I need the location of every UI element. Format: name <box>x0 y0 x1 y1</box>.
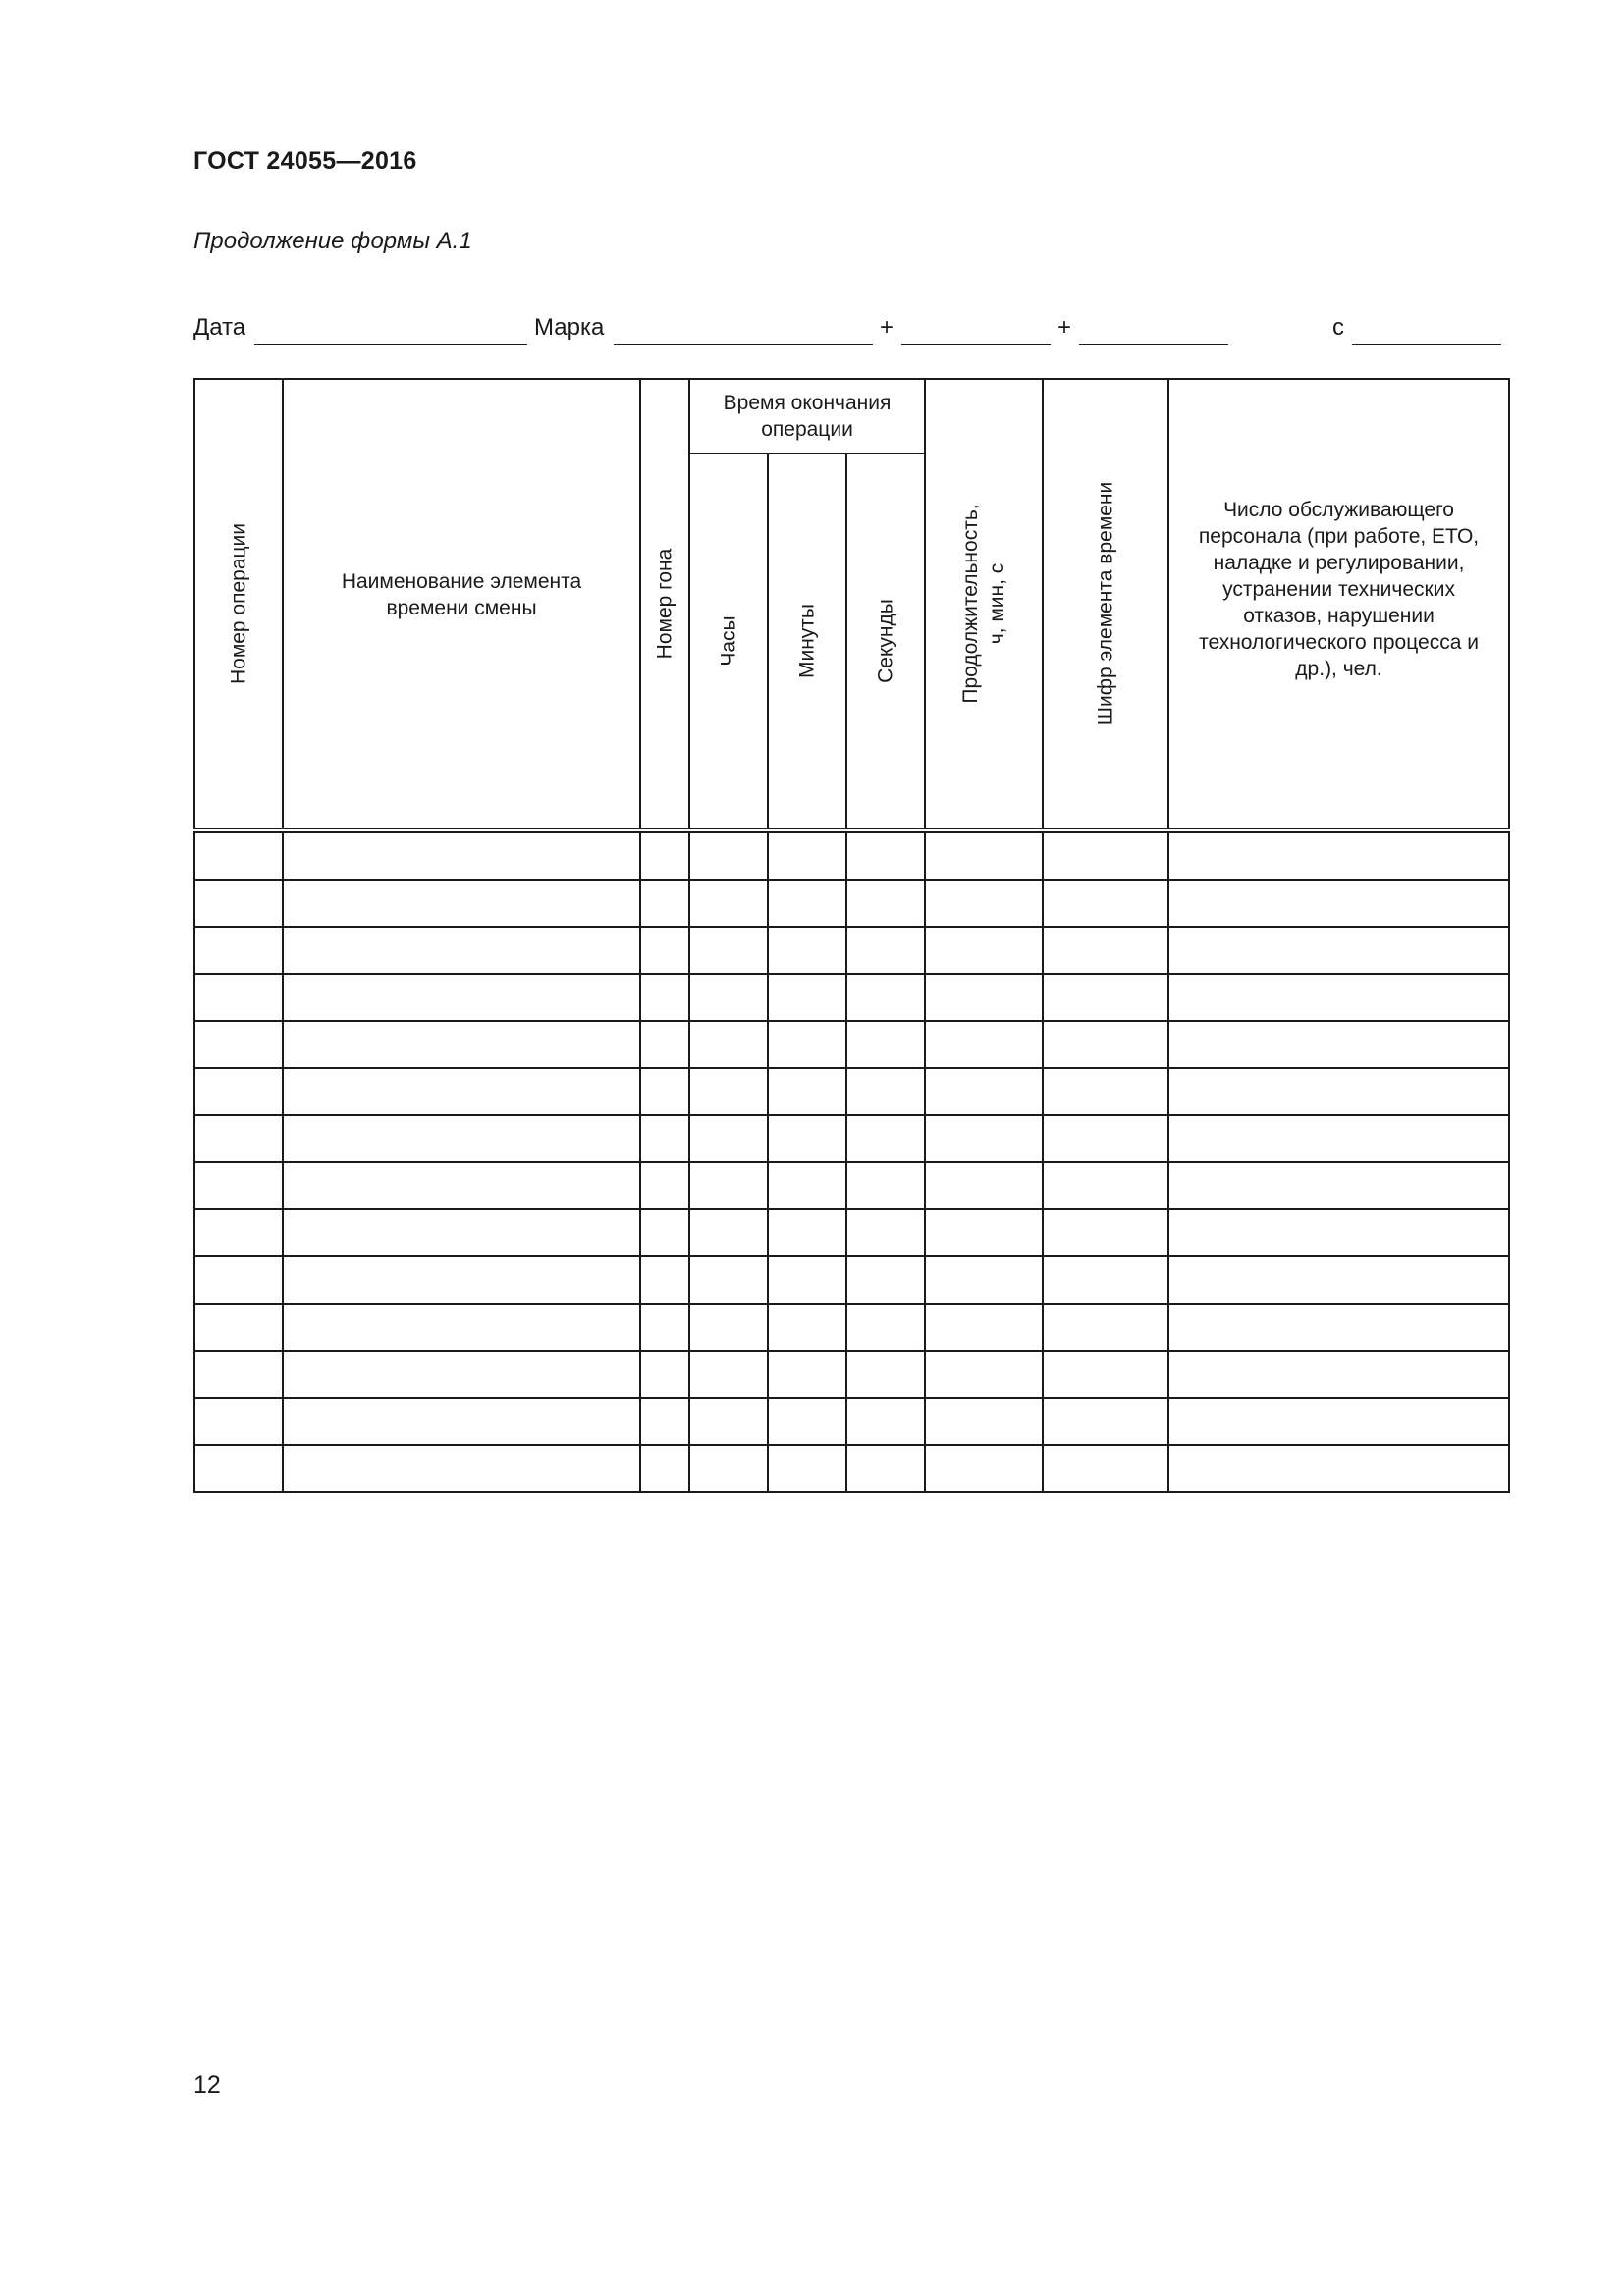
header-minutes-text: Минуты <box>795 603 819 679</box>
cell-minutes[interactable] <box>768 1162 846 1209</box>
cell-duration[interactable] <box>925 927 1043 974</box>
cell-pass-number[interactable] <box>640 974 689 1021</box>
form-table-body <box>194 830 1509 1492</box>
cell-time-code[interactable] <box>1043 880 1168 927</box>
cell-pass-number[interactable] <box>640 1398 689 1445</box>
header-pass-number <box>640 379 689 830</box>
cell-element-name[interactable] <box>283 1068 640 1115</box>
cell-pass-number[interactable] <box>640 880 689 927</box>
cell-element-name[interactable] <box>283 927 640 974</box>
header-duration-line1: Продолжительность, <box>959 504 983 704</box>
table-row <box>194 927 1509 974</box>
cell-hours[interactable] <box>689 974 768 1021</box>
cell-seconds[interactable] <box>846 830 925 880</box>
cell-duration[interactable] <box>925 880 1043 927</box>
cell-time-code[interactable] <box>1043 1162 1168 1209</box>
header-hours <box>689 454 768 830</box>
mark-blank-field[interactable] <box>614 344 873 345</box>
cell-time-code[interactable] <box>1043 1256 1168 1304</box>
cell-operation-number[interactable] <box>194 1162 283 1209</box>
cell-time-code[interactable] <box>1043 1304 1168 1351</box>
header-duration-text <box>957 504 1010 703</box>
cell-time-code[interactable] <box>1043 1115 1168 1162</box>
cell-hours[interactable] <box>689 1304 768 1351</box>
cell-personnel[interactable] <box>1168 1068 1509 1115</box>
header-hours-text: Часы <box>717 615 740 667</box>
cell-minutes[interactable] <box>768 880 846 927</box>
table-row <box>194 1445 1509 1492</box>
cell-element-name[interactable] <box>283 1162 640 1209</box>
cell-duration[interactable] <box>925 1445 1043 1492</box>
cell-personnel[interactable] <box>1168 880 1509 927</box>
plus-sign-2: + <box>1057 314 1072 341</box>
cell-element-name[interactable] <box>283 1304 640 1351</box>
header-operation-number <box>194 379 283 830</box>
cell-time-code[interactable] <box>1043 830 1168 880</box>
table-row <box>194 1021 1509 1068</box>
header-element-name-text: Наименование элемента времени смены <box>341 570 582 619</box>
cell-minutes[interactable] <box>768 1304 846 1351</box>
table-row <box>194 1304 1509 1351</box>
cell-minutes[interactable] <box>768 1445 846 1492</box>
cell-operation-number[interactable] <box>194 1256 283 1304</box>
cell-pass-number[interactable] <box>640 1304 689 1351</box>
cell-seconds[interactable] <box>846 1209 925 1256</box>
cell-element-name[interactable] <box>283 1351 640 1398</box>
cell-minutes[interactable] <box>768 1209 846 1256</box>
table-row <box>194 1209 1509 1256</box>
cell-element-name[interactable] <box>283 830 640 880</box>
cell-pass-number[interactable] <box>640 830 689 880</box>
cell-minutes[interactable] <box>768 1068 846 1115</box>
cell-element-name[interactable] <box>283 1398 640 1445</box>
cell-personnel[interactable] <box>1168 1256 1509 1304</box>
cell-minutes[interactable] <box>768 927 846 974</box>
header-seconds <box>846 454 925 830</box>
cell-personnel[interactable] <box>1168 1209 1509 1256</box>
cell-time-code[interactable] <box>1043 1068 1168 1115</box>
header-seconds-text: Секунды <box>874 599 897 683</box>
header-personnel <box>1168 379 1509 830</box>
header-time-code <box>1043 379 1168 830</box>
cell-seconds[interactable] <box>846 1398 925 1445</box>
cell-operation-number[interactable] <box>194 1304 283 1351</box>
cell-element-name[interactable] <box>283 1209 640 1256</box>
cell-minutes[interactable] <box>768 1115 846 1162</box>
cell-hours[interactable] <box>689 927 768 974</box>
header-end-time-group <box>689 379 925 454</box>
cell-pass-number[interactable] <box>640 1209 689 1256</box>
cell-hours[interactable] <box>689 1398 768 1445</box>
document-standard-title: ГОСТ 24055—2016 <box>193 147 417 175</box>
cell-hours[interactable] <box>689 1256 768 1304</box>
header-pass-number-text: Номер гона <box>653 548 677 660</box>
cell-hours[interactable] <box>689 1351 768 1398</box>
cell-pass-number[interactable] <box>640 1351 689 1398</box>
cell-minutes[interactable] <box>768 830 846 880</box>
cell-minutes[interactable] <box>768 1021 846 1068</box>
table-row <box>194 1115 1509 1162</box>
cell-time-code[interactable] <box>1043 927 1168 974</box>
cell-seconds[interactable] <box>846 1115 925 1162</box>
cell-operation-number[interactable] <box>194 880 283 927</box>
c-label: с <box>1332 314 1344 341</box>
cell-operation-number[interactable] <box>194 927 283 974</box>
cell-hours[interactable] <box>689 1162 768 1209</box>
header-element-name <box>283 379 640 830</box>
cell-hours[interactable] <box>689 830 768 880</box>
cell-minutes[interactable] <box>768 974 846 1021</box>
cell-element-name[interactable] <box>283 974 640 1021</box>
cell-operation-number[interactable] <box>194 1021 283 1068</box>
cell-element-name[interactable] <box>283 1445 640 1492</box>
cell-minutes[interactable] <box>768 1256 846 1304</box>
cell-pass-number[interactable] <box>640 1445 689 1492</box>
cell-time-code[interactable] <box>1043 1209 1168 1256</box>
cell-duration[interactable] <box>925 1304 1043 1351</box>
cell-time-code[interactable] <box>1043 974 1168 1021</box>
cell-hours[interactable] <box>689 1115 768 1162</box>
form-continuation-caption: Продолжение формы А.1 <box>193 228 472 254</box>
cell-operation-number[interactable] <box>194 1068 283 1115</box>
cell-pass-number[interactable] <box>640 1162 689 1209</box>
cell-pass-number[interactable] <box>640 927 689 974</box>
cell-element-name[interactable] <box>283 1256 640 1304</box>
cell-minutes[interactable] <box>768 1351 846 1398</box>
cell-personnel[interactable] <box>1168 1162 1509 1209</box>
cell-pass-number[interactable] <box>640 1021 689 1068</box>
cell-duration[interactable] <box>925 974 1043 1021</box>
cell-duration[interactable] <box>925 1398 1043 1445</box>
table-row <box>194 880 1509 927</box>
form-fill-line <box>193 314 1504 347</box>
cell-seconds[interactable] <box>846 1445 925 1492</box>
cell-duration[interactable] <box>925 1256 1043 1304</box>
table-row <box>194 1351 1509 1398</box>
cell-operation-number[interactable] <box>194 1351 283 1398</box>
cell-hours[interactable] <box>689 1021 768 1068</box>
second-extra-blank-field[interactable] <box>1079 344 1228 345</box>
cell-personnel[interactable] <box>1168 1351 1509 1398</box>
cell-seconds[interactable] <box>846 1351 925 1398</box>
table-row <box>194 1068 1509 1115</box>
cell-hours[interactable] <box>689 1068 768 1115</box>
cell-personnel[interactable] <box>1168 974 1509 1021</box>
cell-pass-number[interactable] <box>640 1068 689 1115</box>
cell-operation-number[interactable] <box>194 1209 283 1256</box>
cell-duration[interactable] <box>925 1209 1043 1256</box>
cell-seconds[interactable] <box>846 1256 925 1304</box>
cell-time-code[interactable] <box>1043 1445 1168 1492</box>
cell-operation-number[interactable] <box>194 1445 283 1492</box>
cell-time-code[interactable] <box>1043 1351 1168 1398</box>
cell-time-code[interactable] <box>1043 1021 1168 1068</box>
cell-duration[interactable] <box>925 830 1043 880</box>
mark-label: Марка <box>534 314 605 341</box>
cell-pass-number[interactable] <box>640 1115 689 1162</box>
first-extra-blank-field[interactable] <box>901 344 1051 345</box>
header-duration <box>925 379 1043 830</box>
page-number: 12 <box>193 2071 221 2099</box>
cell-hours[interactable] <box>689 1445 768 1492</box>
cell-pass-number[interactable] <box>640 1256 689 1304</box>
cell-personnel[interactable] <box>1168 927 1509 974</box>
header-time-code-text: Шифр элемента времени <box>1094 481 1117 726</box>
cell-operation-number[interactable] <box>194 830 283 880</box>
table-row <box>194 974 1509 1021</box>
table-row <box>194 1256 1509 1304</box>
cell-seconds[interactable] <box>846 880 925 927</box>
cell-seconds[interactable] <box>846 1304 925 1351</box>
cell-duration[interactable] <box>925 1068 1043 1115</box>
header-duration-line2: ч, мин, с <box>986 562 1009 645</box>
cell-duration[interactable] <box>925 1351 1043 1398</box>
cell-hours[interactable] <box>689 880 768 927</box>
cell-minutes[interactable] <box>768 1398 846 1445</box>
time-study-form-table <box>193 378 1510 1493</box>
cell-seconds[interactable] <box>846 927 925 974</box>
cell-time-code[interactable] <box>1043 1398 1168 1445</box>
header-minutes <box>768 454 846 830</box>
cell-seconds[interactable] <box>846 1162 925 1209</box>
header-personnel-text: Число обслуживающего персонала (при работе, ЕТО, наладке и регулировании, устранении технических отказов, нарушении технологического процесса и др.), чел. <box>1198 498 1480 680</box>
cell-operation-number[interactable] <box>194 1115 283 1162</box>
plus-sign-1: + <box>880 314 894 341</box>
cell-personnel[interactable] <box>1168 1445 1509 1492</box>
cell-personnel[interactable] <box>1168 1304 1509 1351</box>
header-end-time-group-text: Время окончания операции <box>723 392 892 441</box>
cell-element-name[interactable] <box>283 880 640 927</box>
table-row <box>194 830 1509 880</box>
cell-seconds[interactable] <box>846 1068 925 1115</box>
cell-duration[interactable] <box>925 1021 1043 1068</box>
cell-hours[interactable] <box>689 1209 768 1256</box>
cell-duration[interactable] <box>925 1115 1043 1162</box>
cell-operation-number[interactable] <box>194 1398 283 1445</box>
cell-operation-number[interactable] <box>194 974 283 1021</box>
cell-personnel[interactable] <box>1168 1021 1509 1068</box>
cell-personnel[interactable] <box>1168 1398 1509 1445</box>
cell-personnel[interactable] <box>1168 830 1509 880</box>
cell-element-name[interactable] <box>283 1115 640 1162</box>
table-row <box>194 1398 1509 1445</box>
cell-personnel[interactable] <box>1168 1115 1509 1162</box>
header-operation-number-text: Номер операции <box>227 522 250 685</box>
date-blank-field[interactable] <box>254 344 527 345</box>
c-blank-field[interactable] <box>1352 344 1501 345</box>
cell-element-name[interactable] <box>283 1021 640 1068</box>
cell-seconds[interactable] <box>846 1021 925 1068</box>
cell-duration[interactable] <box>925 1162 1043 1209</box>
cell-seconds[interactable] <box>846 974 925 1021</box>
table-row <box>194 1162 1509 1209</box>
date-label: Дата <box>193 314 246 341</box>
